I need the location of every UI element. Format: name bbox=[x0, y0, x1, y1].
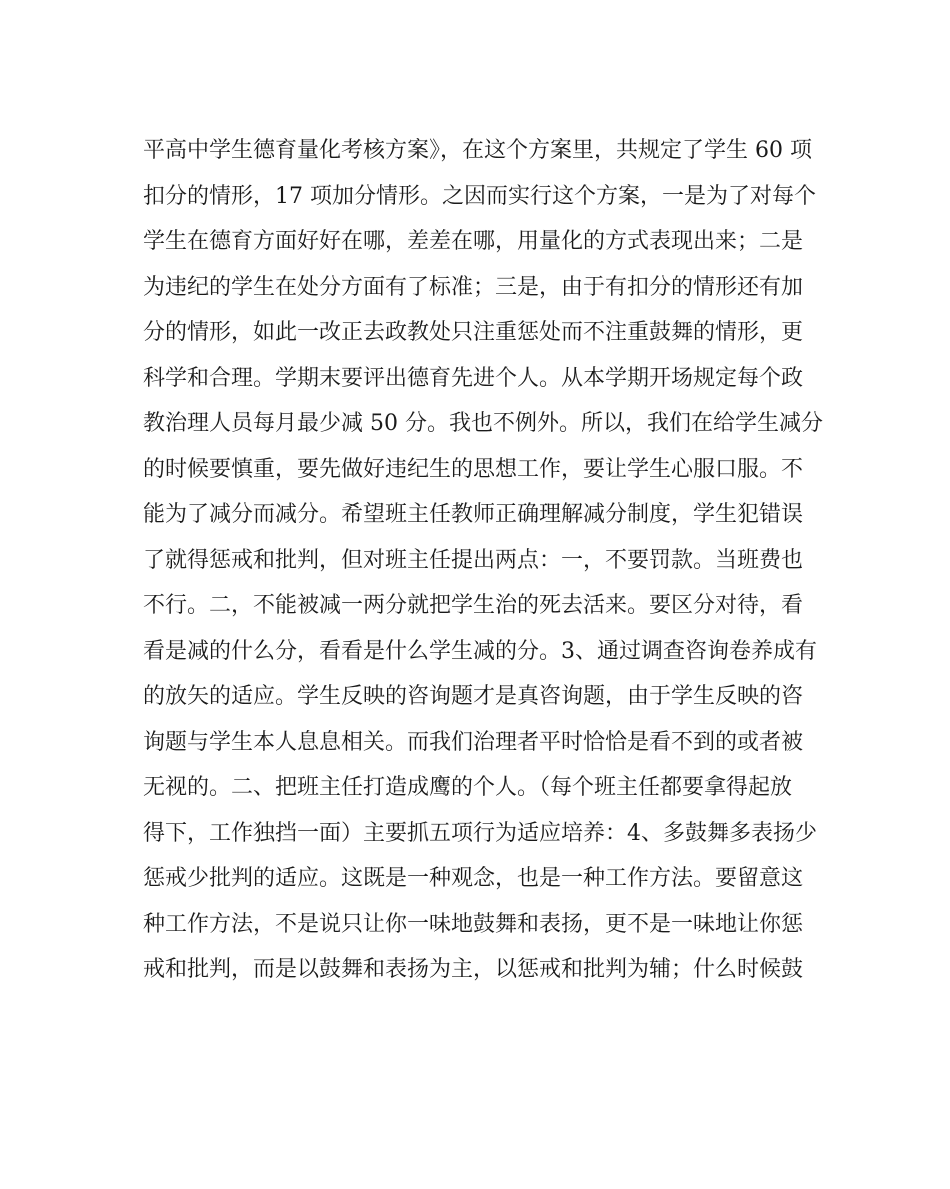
text-line: 得下，工作独挡一面）主要抓五项行为适应培养：4、多鼓舞多表扬少 bbox=[143, 820, 817, 846]
text-line: 分的情形，如此一改正去政教处只注重惩处而不注重鼓舞的情形，更 bbox=[143, 320, 804, 345]
text-line: 扣分的情形，17 项加分情形。之因而实行这个方案，一是为了对每个 bbox=[143, 183, 816, 209]
text-line: 了就得惩戒和批判，但对班主任提出两点：一，不要罚款。当班费也 bbox=[143, 547, 804, 573]
body-text bbox=[143, 128, 823, 993]
text-line: 种工作方法，不是说只让你一味地鼓舞和表扬，更不是一味地让你惩 bbox=[143, 911, 804, 937]
text-line: 不行。二，不能被减一两分就把学生治的死去活来。要区分对待，看 bbox=[143, 593, 804, 618]
text-line: 无视的。二、把班主任打造成鹰的个人。（每个班主任都要拿得起放 bbox=[143, 775, 793, 800]
text-line: 询题与学生本人息息相关。而我们治理者平时恰恰是看不到的或者被 bbox=[143, 729, 804, 755]
text-line: 科学和合理。学期末要评出德育先进个人。从本学期开场规定每个政 bbox=[143, 365, 804, 391]
text-line: 为违纪的学生在处分方面有了标准；三是，由于有扣分的情形还有加 bbox=[143, 274, 804, 300]
text-line: 平高中学生德育量化考核方案》，在这个方案里，共规定了学生 60 项 bbox=[143, 138, 812, 163]
text-line: 惩戒少批判的适应。这既是一种观念，也是一种工作方法。要留意这 bbox=[143, 866, 804, 891]
text-line: 看是减的什么分，看看是什么学生减的分。3、通过调查咨询卷养成有 bbox=[143, 638, 817, 664]
text-line: 能为了减分而减分。希望班主任教师正确理解减分制度，学生犯错误 bbox=[143, 502, 804, 527]
text-line: 戒和批判，而是以鼓舞和表扬为主，以惩戒和批判为辅；什么时候鼓 bbox=[143, 957, 804, 982]
text-line: 的放矢的适应。学生反映的咨询题才是真咨询题，由于学生反映的咨 bbox=[143, 684, 804, 709]
text-line: 教治理人员每月最少减 50 分。我也不例外。所以，我们在给学生减分 bbox=[143, 411, 823, 436]
text-line: 的时候要慎重，要先做好违纪生的思想工作，要让学生心服口服。不 bbox=[143, 456, 804, 482]
text-line: 学生在德育方面好好在哪，差差在哪，用量化的方式表现出来；二是 bbox=[143, 229, 804, 254]
